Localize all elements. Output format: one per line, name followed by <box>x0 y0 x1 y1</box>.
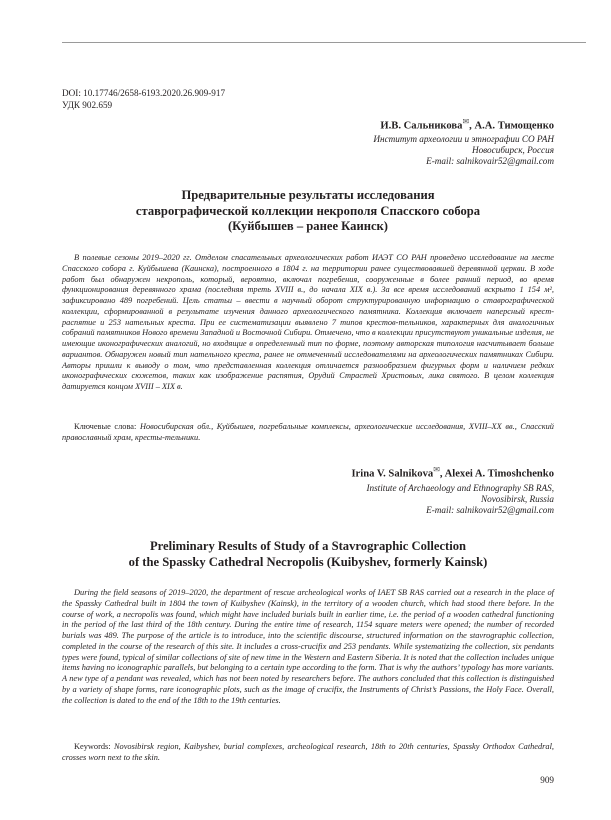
ru-affiliation-block <box>373 134 554 168</box>
en-author2: Alexei A. Timoshchenko <box>444 468 554 480</box>
en-city: Novosibirsk, Russia <box>481 494 554 505</box>
ru-title-line3: (Куйбышев – ранее Каинск) <box>227 219 388 234</box>
en-title-line1: Preliminary Results of Study of a Stavrographic Collection <box>149 539 467 553</box>
ru-title-line2: ставрографической коллекции некрополя Спасского собора <box>135 203 481 218</box>
ru-keywords <box>62 422 554 444</box>
udk: УДК 902.659 <box>62 99 113 110</box>
en-keywords <box>62 742 554 764</box>
ru-affiliation: Институт археологии и этнографии СО РАН <box>373 134 554 144</box>
ru-authors: И.В. Сальникова✉, А.А. Тимощенко <box>380 117 554 132</box>
ru-author1: И.В. Сальникова <box>380 120 463 132</box>
doi: DOI: 10.17746/2658-6193.2020.26.909-917 <box>62 88 226 98</box>
page-number: 909 <box>540 775 554 785</box>
en-keywords-label: Keywords: <box>74 742 111 751</box>
en-keywords-value: Novosibirsk region, Kaibyshev, burial complexes, archeological research, 18th to 20th centuries, Spassky Orthodox Cathedral, crosses worn next to the skin. <box>62 742 555 762</box>
en-title-line2: of the Spassky Cathedral Necropolis (Kuibyshev, formerly Kainsk) <box>128 554 488 569</box>
envelope-icon: ✉ <box>433 465 440 474</box>
ru-title <box>62 188 554 235</box>
ru-title-line1: Предварительные результаты исследования <box>181 188 435 202</box>
ru-keywords-value: Новосибирская обл., Куйбышев, погребальные комплексы, археологические исследования, XVIII–XX вв., Спасский православный храм, кресты-тельники. <box>62 422 554 442</box>
en-author1: Irina V. Salnikova <box>351 468 434 480</box>
envelope-icon: ✉ <box>462 117 470 126</box>
en-authors: Irina V. Salnikova✉, Alexei A. Timoshchenko <box>351 465 554 480</box>
ru-author2: А.А. Тимощенко <box>474 120 554 132</box>
ru-keywords-label: Ключевые слова: <box>74 422 137 431</box>
en-title <box>62 539 554 570</box>
en-email: E-mail: salnikovair52@gmail.com <box>426 505 554 516</box>
en-abstract: During the field seasons of 2019–2020, the department of rescue archeological works of IAET SB RAS carried out a research in the place of the Spassky Cathedral built in 1804 the town of Kuibyshev (Kainsk), in the territory of a wooden church, which had stood there before. In the course of work, a necropolis was found, which might have included burials built in earlier time, i.e. the period of a wooden cathedral functioning in the period of the last third of the 18th century. During the entire time of research, 1154 square meters were opened; the number of recorded burials was 489. The purpose of the article is to introduce, into the scientific discourse, structured information on the stavrographic collection, completed in the course of the research of this site. It includes a cross-crucifix and 253 pendants. While systematizing the collection, six pendants types were found, typical of similar collections of site of new time in the Western and Eastern Siberia. It is noted that the collection includes unique items having no iconographic parallels, but belonging to a certain type according to the form. That is why the authors’ typology has more variants. A new type of a pendant was revealed, which has not been noted by researchers before. The authors concluded that this collection is distinguished by a variety of shape forms, rare iconographic plots, such as the image of crucifix, the Instruments of Christ’s Passions, the Holy Face. Overall, the collection is dated to the end of the 18th to the 19th centuries. <box>62 588 554 705</box>
ru-abstract: В полевые сезоны 2019–2020 гг. Отделом спасательных археологических работ ИАЭТ СО РАН проведено исследование на месте Спасского собора г. Куйбышева (Каинска), построенного в 1804 г. на территории ранее существовавшей деревянной церкви. В ходе работ был обнаружен некрополь, который, вероятно, включал погребения, сооруженные в более ранний период, во время функционирования деревянного храма (последняя треть XVIII в., до начала XIX в.). За все время исследований вскрыто 1 154 м², зафиксировано 489 погребений. Цель статьи – ввести в научный оборот структурированную информацию о ставрографической коллекции, сформированной в результате изучения данного археологического памятника. Коллекция включает наперсный крест-распятие и 253 нательных креста. При ее систематизации выявлено 7 типов крестов-тельников, характерных для аналогичных собраний памятников Нового времени Западной и Восточной Сибири. Отмечено, что в коллекции присутствуют уникальные изделия, не имеющие иконографических аналогий, но входящие в определенный тип по форме, поэтому авторская типология насчитывает больше вариантов. Обнаружен новый тип нательного креста, ранее не отмеченный исследователями на археологических памятниках Сибири. Авторы пришли к выводу о том, что представленная коллекция отличается разнообразием фигурных форм и наличием редких иконографических сюжетов, таких как изображение распятия, Орудий Страстей Христовых, лика святого. В целом коллекция датируется концом XVIII – XIX в. <box>62 253 554 391</box>
ru-city: Новосибирск, Россия <box>471 145 554 156</box>
top-rule <box>62 42 586 43</box>
en-affiliation-block <box>366 483 554 517</box>
article-meta <box>62 88 225 111</box>
en-affiliation: Institute of Archaeology and Ethnography SB RAS, <box>366 483 554 493</box>
ru-email: E-mail: salnikovair52@gmail.com <box>426 156 554 167</box>
